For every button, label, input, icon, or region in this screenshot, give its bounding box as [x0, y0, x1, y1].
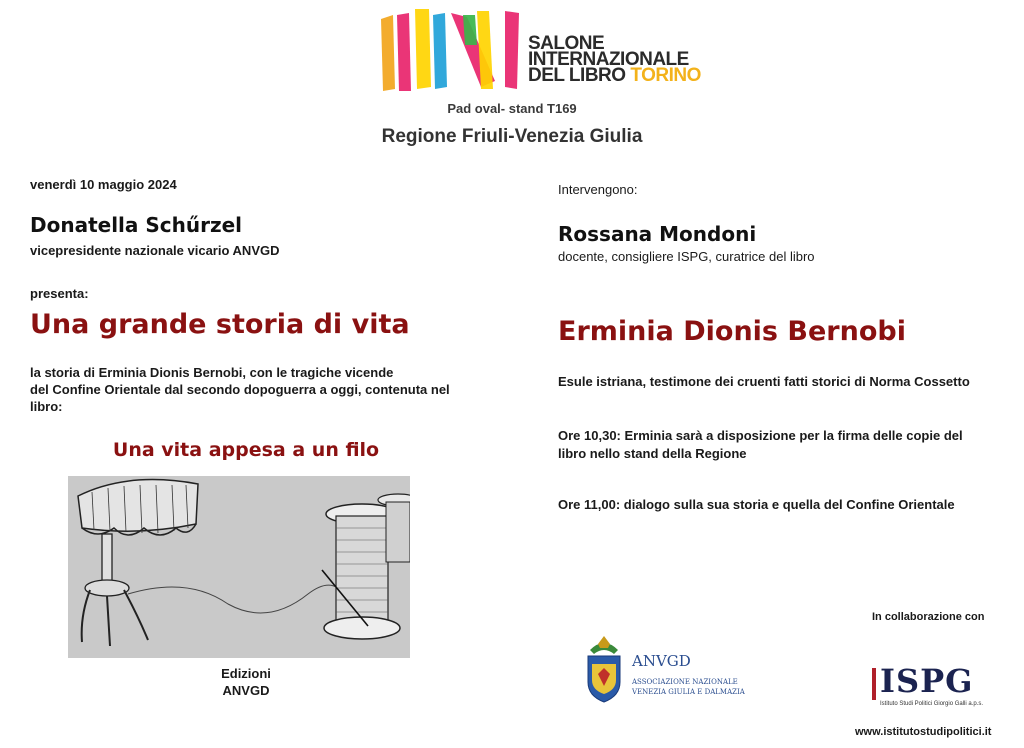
region-title: Regione Friuli-Venezia Giulia — [381, 126, 643, 147]
anvgd-full-line-2: VENEZIA GIULIA E DALMAZIA — [632, 688, 745, 696]
publisher-line-1: Edizioni — [221, 666, 271, 681]
brand-line-3: DEL LIBRO — [528, 65, 626, 86]
logo-stripe — [505, 11, 519, 89]
speaker-name: Rossana Mondoni — [558, 222, 757, 246]
book-cover-illustration — [68, 476, 410, 658]
website-url: www.istitutostudipolitici.it — [855, 726, 992, 738]
guest-description: Esule istriana, testimone dei cruenti fatti storici di Norma Cossetto — [558, 374, 970, 389]
logo-stripe — [397, 13, 411, 91]
anvgd-full-line-1: ASSOCIAZIONE NAZIONALE — [632, 678, 738, 686]
brand-accent: TORINO — [630, 65, 701, 86]
anvgd-logo — [584, 634, 754, 706]
presenter-role: vicepresidente nazionale vicario ANVGD — [30, 243, 280, 258]
guest-name: Erminia Dionis Bernobi — [558, 316, 906, 347]
lamp-and-spools-drawing — [68, 476, 410, 658]
speakers-label: Intervengono: — [558, 182, 638, 197]
presenter-name: Donatella Schűrzel — [30, 213, 243, 237]
ispg-full-name: Istituto Studi Politici Giorgio Galli a.p.s. — [880, 701, 984, 707]
anvgd-full-name — [632, 677, 745, 697]
anvgd-shield-icon — [584, 634, 624, 704]
schedule-signing — [558, 427, 963, 463]
publisher — [68, 665, 424, 699]
speaker-role: docente, consigliere ISPG, curatrice del libro — [558, 249, 815, 264]
event-description — [30, 364, 510, 415]
collaboration-label: In collaborazione con — [872, 611, 985, 623]
description-line-3: libro: — [30, 399, 63, 414]
brand-line-1: SALONE — [528, 33, 605, 54]
publisher-line-2: ANVGD — [222, 683, 270, 698]
logo-color-stripes — [381, 9, 519, 91]
schedule-dialogue: Ore 11,00: dialogo sulla sua storia e quella del Confine Orientale — [558, 497, 955, 512]
stand-location: Pad oval- stand T169 — [447, 101, 577, 116]
ispg-acronym: ISPG — [880, 662, 974, 700]
logo-stripe — [381, 15, 395, 91]
schedule-signing-line-1: Ore 10,30: Erminia sarà a disposizione per la firma delle copie del — [558, 428, 963, 443]
ispg-logo — [872, 664, 1002, 712]
logo-stripe — [463, 15, 477, 45]
schedule-signing-line-2: libro nello stand della Regione — [558, 446, 747, 461]
presents-label: presenta: — [30, 286, 89, 301]
logo-stripe — [433, 13, 447, 89]
event-date: venerdì 10 maggio 2024 — [30, 177, 177, 192]
salone-libro-wordmark — [528, 33, 701, 86]
book-title: Una vita appesa a un filo — [112, 439, 380, 461]
brand-line-2: INTERNAZIONALE — [528, 49, 689, 70]
ispg-red-bar — [872, 668, 876, 700]
anvgd-acronym: ANVGD — [632, 652, 691, 670]
description-line-2: del Confine Orientale dal secondo dopoguerra a oggi, contenuta nel — [30, 382, 450, 397]
logo-stripe — [415, 9, 431, 89]
event-title: Una grande storia di vita — [30, 309, 410, 340]
description-line-1: la storia di Erminia Dionis Bernobi, con le tragiche vicende — [30, 365, 394, 380]
